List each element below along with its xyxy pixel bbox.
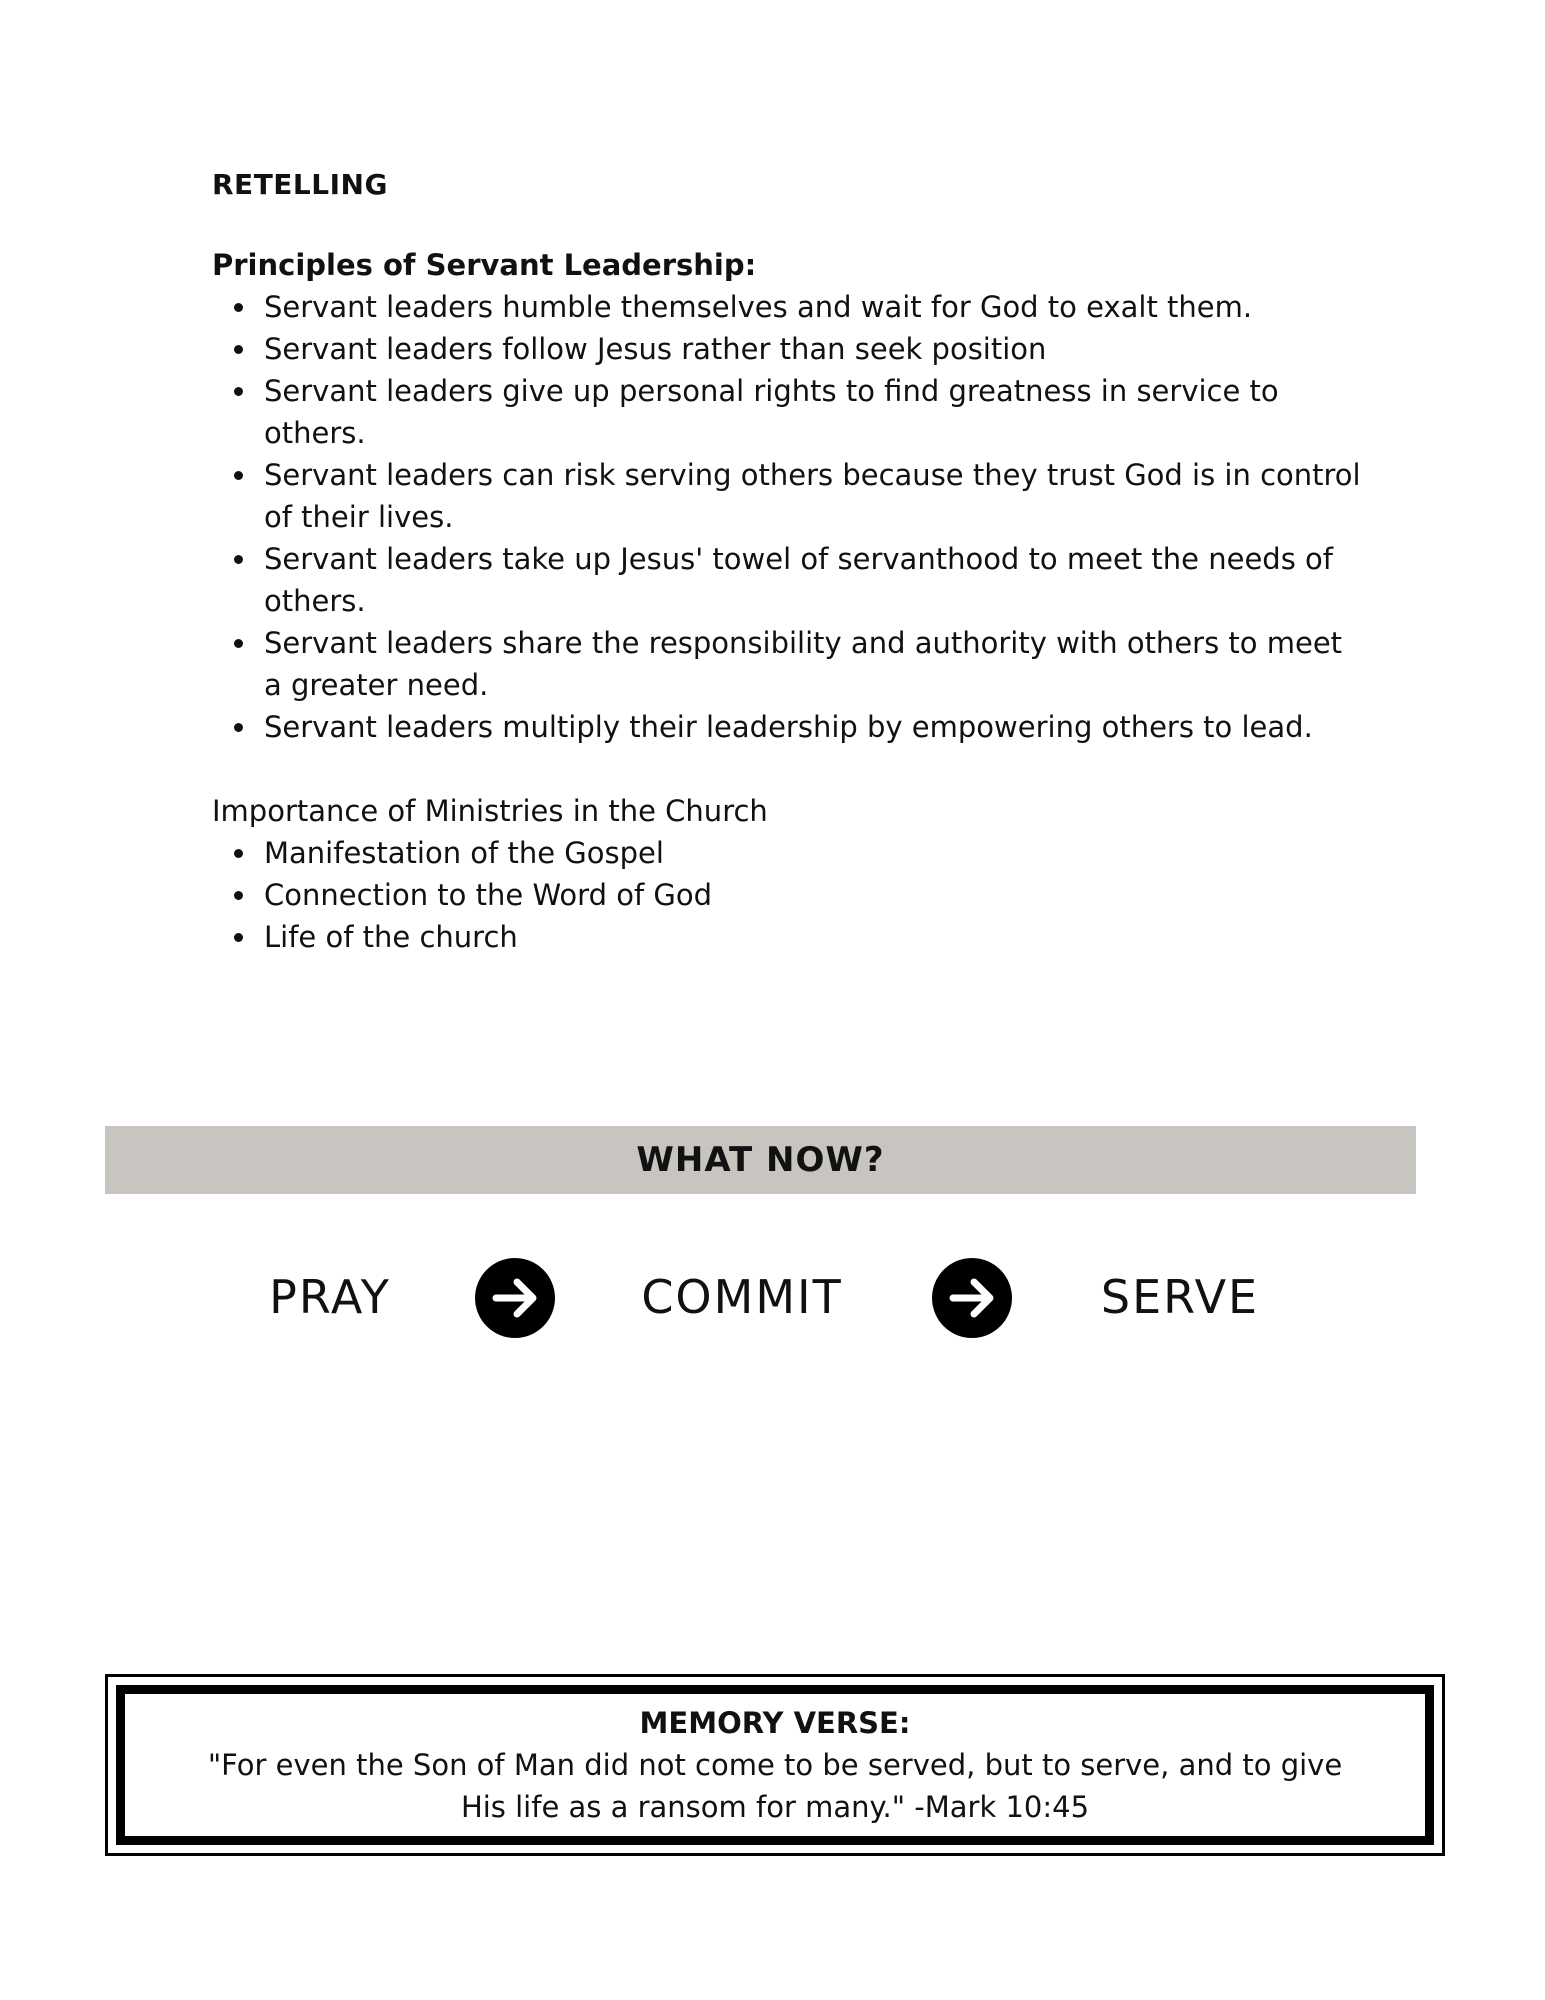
step-commit: COMMIT [641,1270,843,1324]
step-serve: SERVE [1100,1270,1260,1324]
arrow-right-circle-icon [475,1258,555,1338]
list-item: Servant leaders humble themselves and wait for God to exalt them. [264,286,1362,328]
retelling-heading: RETELLING [212,168,388,201]
memory-verse-frame [116,1685,1434,1845]
memory-verse-text: "For even the Son of Man did not come to be served, but to serve, and to give His life as a ransom for many." -Mark 10:45 [207,1748,1343,1824]
list-item: Servant leaders follow Jesus rather than seek position [264,328,1362,370]
step-pray: PRAY [269,1270,391,1324]
list-item: Servant leaders share the responsibility and authority with others to meet a greater need. [264,622,1362,706]
list-item: Connection to the Word of God [264,874,1362,916]
memory-verse-box [105,1674,1445,1856]
list-item: Servant leaders multiply their leadership by empowering others to lead. [264,706,1362,748]
action-steps [0,1255,1545,1339]
what-now-title: WHAT NOW? [636,1140,885,1180]
list-item: Life of the church [264,916,1362,958]
ministries-list [212,832,1362,958]
list-item: Servant leaders give up personal rights to find greatness in service to others. [264,370,1362,454]
memory-verse-title: MEMORY VERSE: [639,1706,911,1740]
list-item: Servant leaders can risk serving others because they trust God is in control of their lives. [264,454,1362,538]
list-item: Manifestation of the Gospel [264,832,1362,874]
ministries-heading: Importance of Ministries in the Church [212,794,768,828]
arrow-right-circle-icon [932,1258,1012,1338]
list-item: Servant leaders take up Jesus' towel of servanthood to meet the needs of others. [264,538,1362,622]
what-now-banner [105,1126,1416,1194]
retelling-section [212,164,1362,958]
principles-heading: Principles of Servant Leadership: [212,248,757,282]
principles-list [212,286,1362,748]
